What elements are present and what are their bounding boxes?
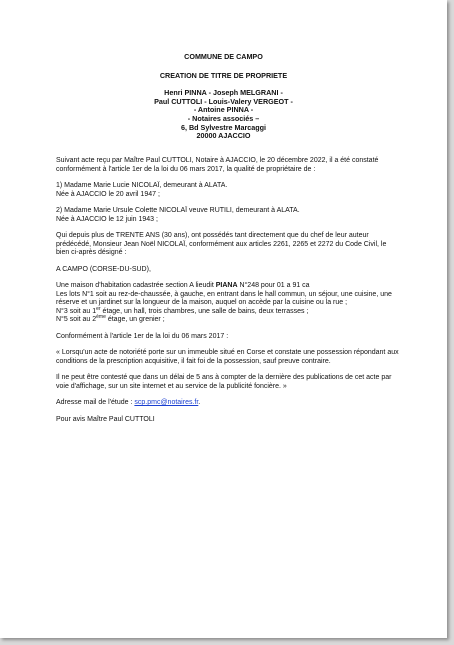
commune-heading: COMMUNE DE CAMPO xyxy=(184,52,263,61)
owner-2-name: 2) Madame Marie Ursule Colette NICOLAÏ veuve RUTILI, demeurant à ALATA. xyxy=(56,207,300,214)
notary-city: 20000 AJACCIO xyxy=(196,131,251,141)
owner-1-name: 1) Madame Marie Lucie NICOLAÏ, demeurant à ALATA. xyxy=(56,182,228,189)
intro-paragraph: Suivant acte reçu par Maître Paul CUTTOLI, Notaire à AJACCIO, le 20 décembre 2022, il a été constaté conformément à l'article 1er de la loi du 06 mars 2017, la qualité de propriétaire de : xyxy=(56,157,379,173)
owner-1-birth: Née à AJACCIO le 20 avril 1947 ; xyxy=(56,190,160,198)
notary-address: 6, Bd Sylvestre Marcaggi xyxy=(180,122,267,132)
conformity-line: Conformément à l'article 1er de la loi du 06 mars 2017 : xyxy=(56,332,229,340)
notary-line: - Antoine PINNA - xyxy=(193,105,254,115)
house-description: Une maison d'habitation cadastrée section A lieudit PIANA N°248 pour 01 a 91 ca xyxy=(56,282,310,289)
lot-1-description: Les lots N°1 soit au rez-de-chaussée, à gauche, en entrant dans le hall commun, un séjour, une cuisine, une réserve et un jardinet sur la longueur de la maison, auquel on accède par la cuisine ou la rue ; xyxy=(56,290,392,306)
lot-3-description: N°3 soit au 1er étage, un hall, trois chambres, une salle de bains, deux terrasses ; xyxy=(56,305,309,315)
signature-line: Pour avis Maître Paul CUTTOLI xyxy=(56,415,155,423)
location-line: A CAMPO (CORSE-DU-SUD), xyxy=(56,265,151,273)
document-body xyxy=(56,157,400,424)
notary-line: - Notaires associés – xyxy=(187,113,260,123)
law-quote: « Lorsqu'un acte de notoriété porte sur un immeuble situé en Corse et constate une possession répondant aux conditions de la prescription acquisitive, il fait foi de la possession, sauf preuve contraire. xyxy=(56,349,399,365)
email-line: Adresse mail de l'étude : scp.pmc@notaires.fr. xyxy=(56,399,201,406)
document-header xyxy=(0,53,447,141)
email-link[interactable]: scp.pmc@notaires.fr xyxy=(134,399,199,406)
possession-paragraph: Qui depuis plus de TRENTE ANS (30 ans), ont possédés tant directement que du chef de leur auteur prédécédé, Monsieur Jean Noël NICOLAÏ, conformément aux articles 2261, 2265 et 2272 du Code Civil, le bien ci-après désigné : xyxy=(56,232,387,256)
place-name: PIANA xyxy=(215,282,238,289)
document-title: CREATION DE TITRE DE PROPRIETE xyxy=(159,70,288,80)
contest-paragraph: Il ne peut être contesté que dans un délai de 5 ans à compter de la dernière des publications de cet acte par voie d'affichage, sur un site internet et au service de la publicité foncière. » xyxy=(56,374,392,390)
lot-5-description: N°5 soit au 2ème étage, un grenier ; xyxy=(56,314,165,323)
notary-line: Henri PINNA - Joseph MELGRANI - xyxy=(164,88,283,98)
notary-line: Paul CUTTOLI - Louis-Valery VERGEOT - xyxy=(154,96,293,106)
owner-2-birth: Née à AJACCIO le 12 juin 1943 ; xyxy=(56,215,158,223)
